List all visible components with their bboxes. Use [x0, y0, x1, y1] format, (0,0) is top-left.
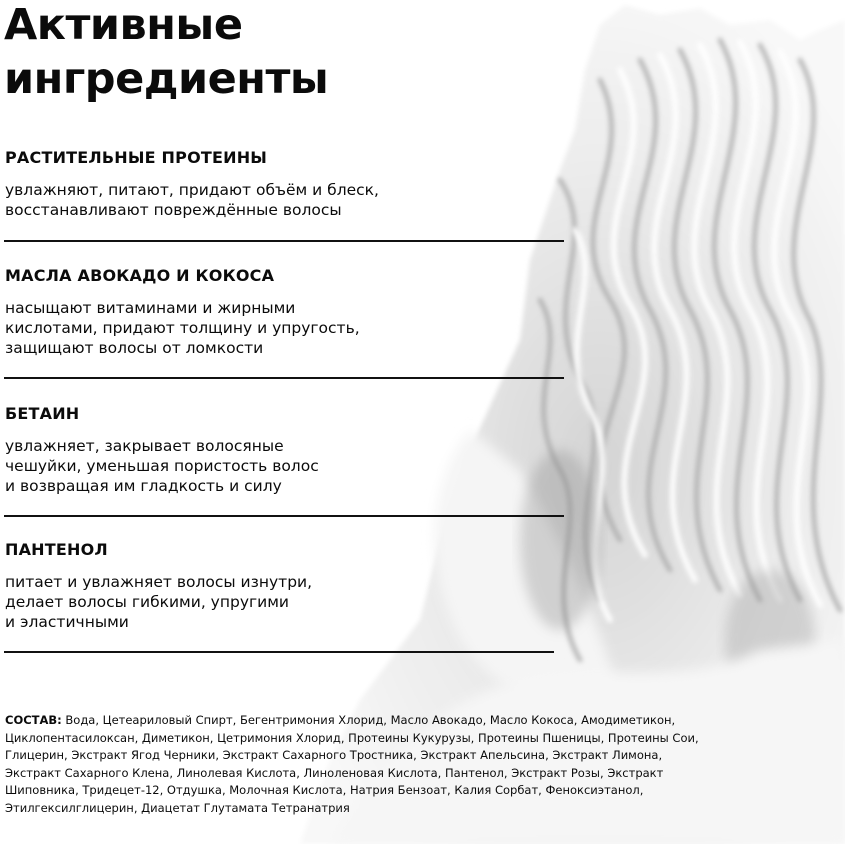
section-description — [5, 298, 360, 358]
description-line: восстанавливают повреждённые волосы — [5, 201, 342, 219]
section-heading: ПАНТЕНОЛ — [5, 540, 108, 559]
page-title — [4, 0, 328, 106]
description-line: увлажняет, закрывает волосяные — [5, 437, 284, 455]
description-line: увлажняют, питают, придают объём и блеск, — [5, 181, 379, 199]
description-line: насыщают витаминами и жирными — [5, 299, 296, 317]
divider — [4, 240, 564, 242]
title-line-2: ингредиенты — [4, 54, 329, 104]
title-line-1: Активные — [4, 0, 243, 50]
ingredients-line: Экстракт Сахарного Клена, Линолевая Кислота, Линоленовая Кислота, Пантенол, Экстракт Розы, Экстракт — [5, 765, 664, 780]
divider — [4, 515, 564, 517]
divider — [4, 651, 554, 653]
ingredients-label: СОСТАВ: — [5, 713, 62, 727]
section-description — [5, 572, 312, 632]
ingredients-line: Этилгексилглицерин, Диацетат Глутамата Тетранатрия — [5, 800, 350, 815]
ingredient-section-panthenol — [5, 540, 312, 632]
section-description — [5, 436, 319, 496]
description-line: чешуйки, уменьшая пористость волос — [5, 457, 319, 475]
section-heading: БЕТАИН — [5, 404, 80, 423]
description-line: и возвращая им гладкость и силу — [5, 477, 282, 495]
ingredient-section-oils — [5, 266, 360, 358]
section-description — [5, 180, 379, 220]
ingredients-line: Циклопентасилоксан, Диметикон, Цетримония Хлорид, Протеины Кукурузы, Протеины Пшеницы, Протеины Сои, — [5, 730, 699, 745]
divider — [4, 377, 564, 379]
section-heading: РАСТИТЕЛЬНЫЕ ПРОТЕИНЫ — [5, 148, 268, 167]
ingredient-section-proteins — [5, 148, 379, 220]
ingredient-section-betaine — [5, 404, 319, 496]
description-line: и эластичными — [5, 613, 129, 631]
description-line: защищают волосы от ломкости — [5, 339, 264, 357]
section-heading: МАСЛА АВОКАДО И КОКОСА — [5, 266, 275, 285]
ingredients-line — [5, 712, 837, 730]
ingredients-line: Шиповника, Тридецет-12, Отдушка, Молочная Кислота, Натрия Бензоат, Калия Сорбат, Феноксиэтанол, — [5, 783, 644, 797]
description-line: делает волосы гибкими, упругими — [5, 593, 289, 611]
ingredients-text: Вода, Цетеариловый Спирт, Бегентримония Хлорид, Масло Авокадо, Масло Кокоса, Амодиметикон, — [61, 713, 676, 727]
description-line: кислотами, придают толщину и упругость, — [5, 319, 360, 337]
ingredients-list — [5, 712, 837, 817]
description-line: питает и увлажняет волосы изнутри, — [5, 573, 313, 591]
ingredients-line: Глицерин, Экстракт Ягод Черники, Экстракт Сахарного Тростника, Экстракт Апельсина, Экстракт Лимона, — [5, 748, 663, 762]
